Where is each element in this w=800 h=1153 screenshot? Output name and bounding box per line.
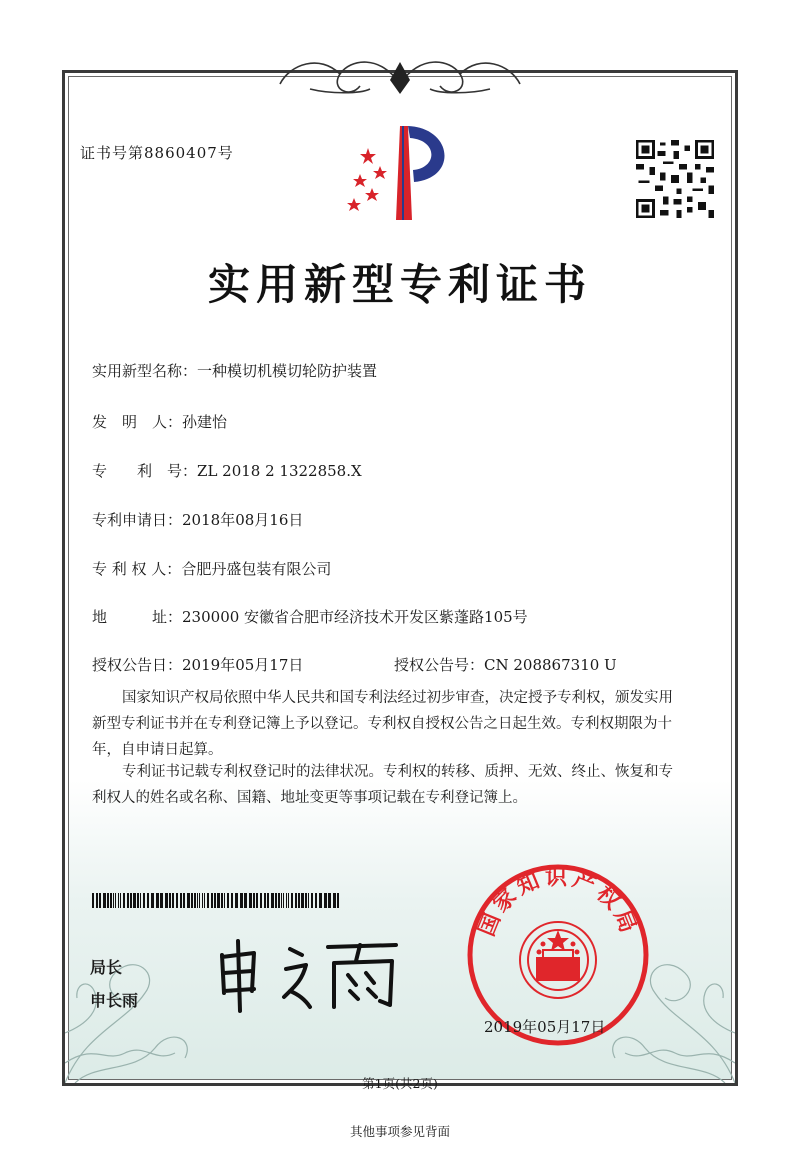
director-name: 申长雨 xyxy=(90,991,139,1010)
field-value: 230000 安徽省合肥市经济技术开发区紫蓬路105号 xyxy=(182,608,528,626)
field-application-date xyxy=(92,509,303,530)
barcode xyxy=(92,893,342,908)
field-label: 地 址： xyxy=(92,608,183,626)
qr-code xyxy=(636,140,714,218)
paragraph-line: 专利证书记载专利权登记时的法律状况。专利权的转移、质押、无效、终止、恢复和专 xyxy=(122,764,673,780)
field-value: CN 208867310 U xyxy=(484,656,617,674)
paragraph-line: 新型专利证书并在专利登记簿上予以登记。专利权自授权公告之日起生效。专利权期限为十 xyxy=(92,716,672,732)
field-label: 实用新型名称： xyxy=(92,362,198,380)
field-announcement-date xyxy=(92,654,303,675)
legal-status-paragraph xyxy=(92,759,712,811)
field-utility-model-name xyxy=(92,360,377,381)
field-announcement-number xyxy=(394,654,617,675)
field-label: 专利申请日： xyxy=(92,511,183,529)
field-value: 合肥丹盛包装有限公司 xyxy=(181,560,332,578)
director-signature xyxy=(210,935,410,1015)
director-title: 局长 xyxy=(90,958,123,977)
field-address xyxy=(92,606,528,627)
svg-text:国家知识产权局 xyxy=(474,866,641,940)
grant-paragraph xyxy=(92,685,712,763)
certificate-number: 证书号第8860407号 xyxy=(80,144,234,162)
seal-text: 国家知识产权局 xyxy=(474,865,642,940)
footer-note: 其他事项参见背面 xyxy=(349,1124,450,1139)
top-ornament xyxy=(270,44,530,104)
seal-date: 2019年05月17日 xyxy=(484,1018,606,1036)
certificate-title: 实用新型专利证书 xyxy=(207,260,592,309)
field-patent-number xyxy=(92,460,362,481)
paragraph-line: 年，自申请日起算。 xyxy=(92,742,223,758)
field-value: 孙建怡 xyxy=(182,413,228,431)
field-value: 一种模切机模切轮防护装置 xyxy=(197,362,378,380)
corner-ornament-left xyxy=(65,913,215,1083)
field-label: 专 利 号： xyxy=(92,462,198,480)
patent-office-emblem xyxy=(338,118,468,228)
field-label: 授权公告号： xyxy=(394,656,485,674)
field-label: 专 利 权 人： xyxy=(92,560,182,578)
paragraph-line: 国家知识产权局依照中华人民共和国专利法经过初步审查，决定授予专利权，颁发实用 xyxy=(122,690,673,706)
field-label: 授权公告日： xyxy=(92,656,183,674)
field-inventor xyxy=(92,411,227,432)
paragraph-line: 利权人的姓名或名称、国籍、地址变更等事项记载在专利登记簿上。 xyxy=(92,790,527,806)
field-value: 2018年08月16日 xyxy=(182,511,304,529)
field-label: 发 明 人： xyxy=(92,413,183,431)
field-value: 2019年05月17日 xyxy=(182,656,304,674)
field-value: ZL 2018 2 1322858.X xyxy=(197,462,362,480)
field-patentee xyxy=(92,558,331,579)
page-number: 第1页(共2页) xyxy=(362,1076,438,1091)
